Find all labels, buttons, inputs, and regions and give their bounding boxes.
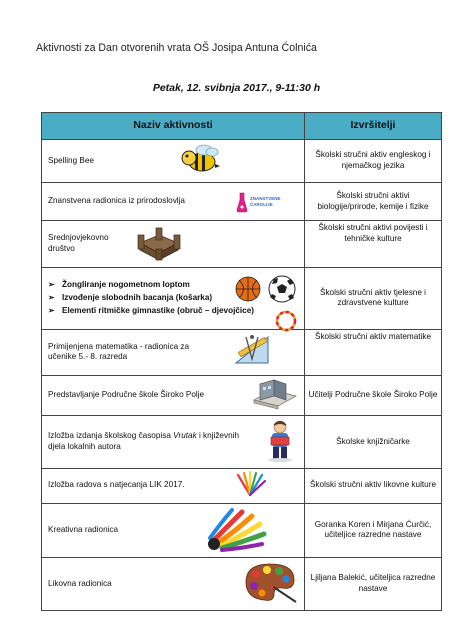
executor-cell	[305, 503, 442, 558]
table-header-row	[42, 113, 442, 140]
activity-cell	[42, 375, 305, 416]
executor-cell	[305, 329, 442, 375]
executor-text: Ljiljana Balekić, učiteljica razredne nastave	[310, 573, 436, 594]
activity-name: Izložba radova s natjecanja LIK 2017.	[48, 480, 185, 490]
document-subtitle: Petak, 12. svibnja 2017., 9-11:30 h	[152, 82, 321, 94]
science-logo-icon	[236, 191, 286, 213]
table-row	[42, 329, 442, 375]
executor-cell	[305, 558, 442, 611]
activity-cell	[42, 267, 305, 329]
list-item: ➢ Žongliranje nogometnom loptom	[44, 279, 254, 292]
activity-cell	[42, 140, 305, 183]
balls-icon	[234, 275, 302, 337]
activities-table	[41, 112, 442, 611]
executor-text: Školski stručni aktiv tjelesne i zdravstvene kulture	[319, 287, 427, 308]
header-activity: Naziv aktivnosti	[42, 113, 305, 140]
activity-name: Znanstvena radionica iz prirodoslovlja	[48, 196, 185, 206]
executor-text: Učitelji Područne škole Široko Polje	[308, 390, 438, 400]
science-logo-text: ZNANSTVENE ČAROLIJE	[250, 196, 281, 207]
table-row	[42, 267, 442, 329]
activity-cell	[42, 416, 305, 469]
list-item: ➢ Elementi ritmičke gimnastike (obruč – djevojčice)	[44, 305, 254, 318]
magazine-name: Vrutak	[173, 431, 197, 441]
executor-text: Školski stručni aktiv likovne kulture	[309, 480, 437, 490]
table-row	[42, 183, 442, 221]
activity-cell	[42, 183, 305, 221]
activity-cell	[42, 558, 305, 611]
table-row	[42, 375, 442, 416]
activity-name: Predstavljanje Područne škole Široko Polje	[48, 390, 205, 400]
document-title: Aktivnosti za Dan otvorenih vrata OŠ Josipa Antuna Ćolnića	[36, 42, 317, 54]
executor-cell	[305, 140, 442, 183]
castle-icon	[136, 225, 182, 265]
activity-name-part: Izložba izdanja školskog časopisa	[48, 431, 174, 441]
executor-cell	[305, 267, 442, 329]
list-item: ➢ Izvođenje slobodnih bacanja (košarka)	[44, 292, 254, 305]
pencils-icon	[234, 471, 266, 501]
activity-name	[48, 431, 258, 452]
activity-cell	[42, 468, 305, 503]
activity-cell	[42, 503, 305, 558]
paint-palette-icon	[242, 560, 298, 608]
geometry-tools-icon	[232, 333, 272, 371]
executor-cell	[305, 375, 442, 416]
executor-text: Školske knjižničarke	[336, 436, 410, 446]
executor-text: Školski stručni aktiv matematike	[314, 331, 432, 341]
table-row	[42, 468, 442, 503]
activity-bullet-list	[44, 279, 254, 317]
executor-text: Školski stručni aktivi biologije/prirode, kemije i fizike	[317, 190, 429, 211]
reading-child-icon	[262, 418, 298, 466]
executor-text: Školski stručni aktivi povijesti i tehničke kulture	[318, 223, 428, 243]
bee-icon	[178, 142, 222, 180]
activity-name: Kreativna radionica	[48, 525, 119, 535]
executor-cell	[305, 183, 442, 221]
table-row	[42, 221, 442, 268]
table-row	[42, 503, 442, 558]
activity-cell	[42, 221, 305, 268]
executor-cell	[305, 221, 442, 268]
activity-name: Srednjovjekovno društvo	[48, 233, 109, 253]
table-row	[42, 558, 442, 611]
school-building-icon	[252, 378, 298, 414]
activity-name-part: i književnih djela lokalnih autora	[48, 431, 239, 452]
executor-cell	[305, 416, 442, 469]
creative-splash-icon	[202, 506, 268, 556]
executor-text: Goranka Koren i Mirjana Ćurčić, učiteljice razredne nastave	[314, 519, 432, 540]
executor-cell	[305, 468, 442, 503]
executor-text: Školski stručni aktiv engleskog i njemačkog jezika	[315, 150, 431, 170]
activity-name: Primijenjena matematika - radionica za učenike 5.- 8. razreda	[48, 341, 190, 362]
header-executor: Izvršitelji	[305, 113, 442, 140]
table-row	[42, 140, 442, 183]
table-row	[42, 416, 442, 469]
activity-cell	[42, 329, 305, 375]
activity-name: Likovna radionica	[48, 578, 112, 588]
activity-name: Spelling Bee	[48, 155, 94, 165]
